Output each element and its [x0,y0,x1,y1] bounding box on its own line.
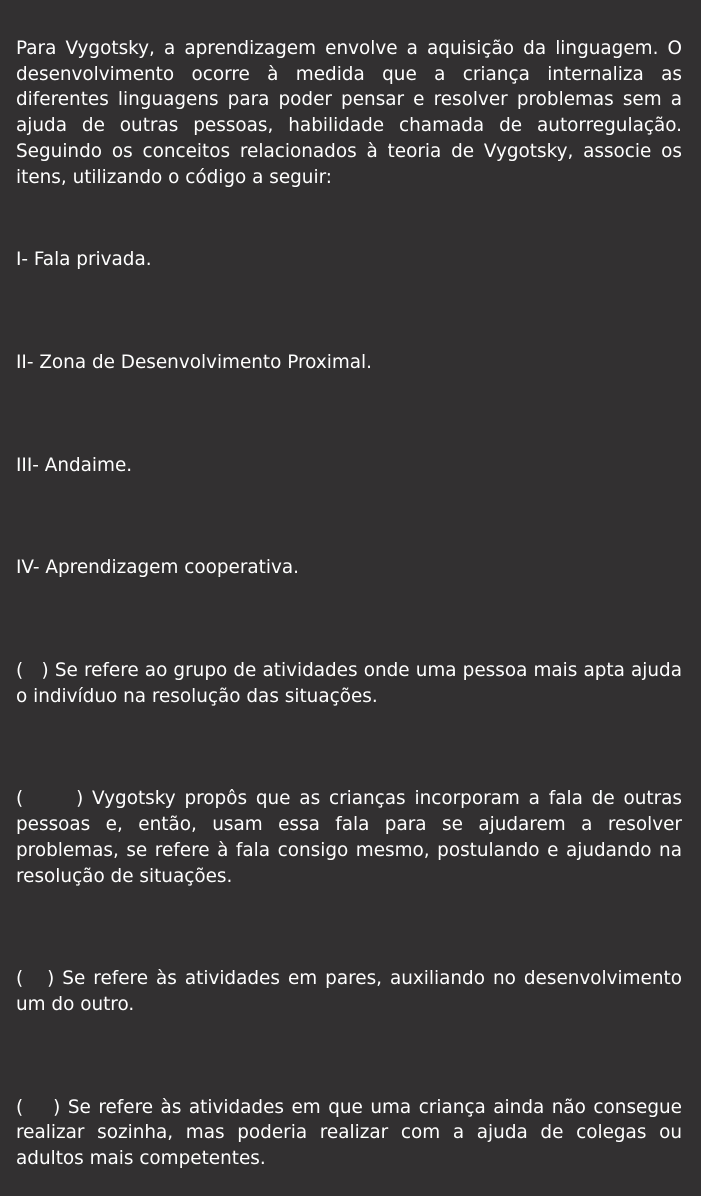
statement-list [16,658,688,1172]
statement-2: ( ) Vygotsky propôs que as crianças incorporam a fala de outras pessoas e, então, usam essa fala para se ajudarem a resolver problemas, se refere à fala consigo mesmo, postulando e ajudando na resolução de situações. [16,788,688,887]
item-zona-desenvolvimento-proximal: II- Zona de Desenvolvimento Proximal. [16,351,372,373]
question-intro: Para Vygotsky, a aprendizagem envolve a aquisição da linguagem. O desenvolvimento ocorre à medida que a criança internaliza as diferentes linguagens para poder pensar e resolver problemas sem a ajuda de outras pessoas, habilidade chamada de autorregulação. Seguindo os conceitos relacionados à teoria de Vygotsky, associe os itens, utilizando o código a seguir: [16,38,682,188]
item-list [16,247,682,581]
question-document [16,36,688,1172]
item-fala-privada: I- Fala privada. [16,249,152,271]
statement-1: ( ) Se refere ao grupo de atividades onde uma pessoa mais apta ajuda o indivíduo na resolução das situações. [16,660,688,707]
item-aprendizagem-cooperativa: IV- Aprendizagem cooperativa. [16,557,299,579]
item-andaime: III- Andaime. [16,454,133,476]
statement-4: ( ) Se refere às atividades em que uma criança ainda não consegue realizar sozinha, mas poderia realizar com a ajuda de colegas ou adultos mais competentes. [16,1096,688,1170]
statement-3: ( ) Se refere às atividades em pares, auxiliando no desenvolvimento um do outro. [16,968,688,1015]
